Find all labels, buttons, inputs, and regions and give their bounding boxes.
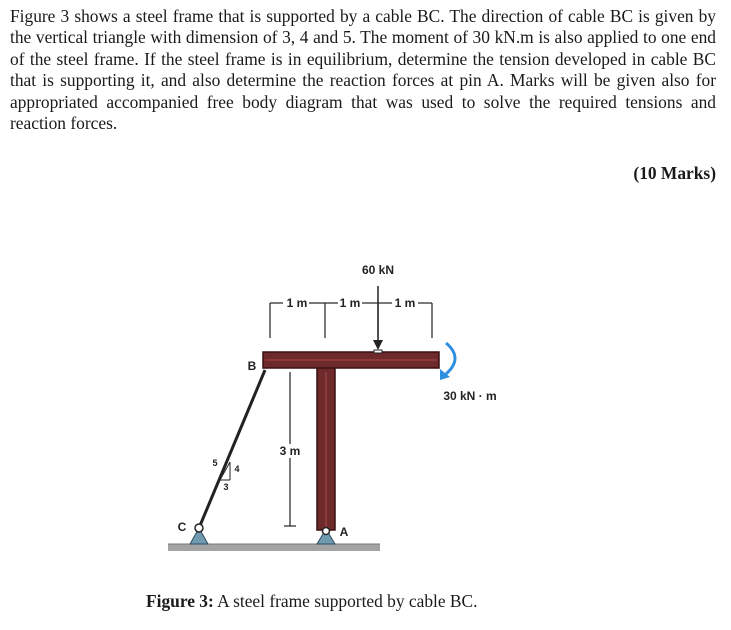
pin-support-c bbox=[190, 524, 208, 544]
triangle-horiz-label: 3 bbox=[223, 482, 229, 492]
cable-bc bbox=[199, 370, 265, 528]
span-label-1: 1 m bbox=[286, 296, 308, 310]
point-a-label: A bbox=[339, 525, 349, 539]
span-label-2: 1 m bbox=[339, 296, 361, 310]
load-plate bbox=[374, 350, 382, 353]
figure-caption bbox=[146, 591, 477, 612]
height-label: 3 m bbox=[279, 444, 301, 458]
triangle-vert-label: 4 bbox=[234, 464, 240, 474]
caption-label: Figure 3: bbox=[146, 591, 214, 611]
load-arrow-head bbox=[373, 340, 383, 350]
span-label-3: 1 m bbox=[394, 296, 416, 310]
caption-text: A steel frame supported by cable BC. bbox=[213, 591, 478, 611]
ground bbox=[168, 544, 380, 551]
load-label: 60 kN bbox=[361, 263, 395, 277]
problem-statement: Figure 3 shows a steel frame that is supported by a cable BC. The direction of cable BC is given by the vertical triangle with dimension of 3, 4 and 5. The moment of 30 kN.m is also applied to one end of the steel frame. If the steel frame is in equilibrium, determine the tension developed in cable BC that is supporting it, and also determine the reaction forces at pin A. Marks will be given also for appropriated accompanied free body diagram that was used to solve the required tensions and reaction forces. bbox=[10, 6, 716, 134]
point-b-label: B bbox=[247, 359, 257, 373]
point-c-label: C bbox=[177, 520, 187, 534]
triangle-hyp-label: 5 bbox=[212, 458, 218, 468]
moment-arrow bbox=[446, 343, 455, 374]
marks-label: (10 Marks) bbox=[633, 163, 716, 183]
moment-label: 30 kN · m bbox=[443, 389, 497, 403]
